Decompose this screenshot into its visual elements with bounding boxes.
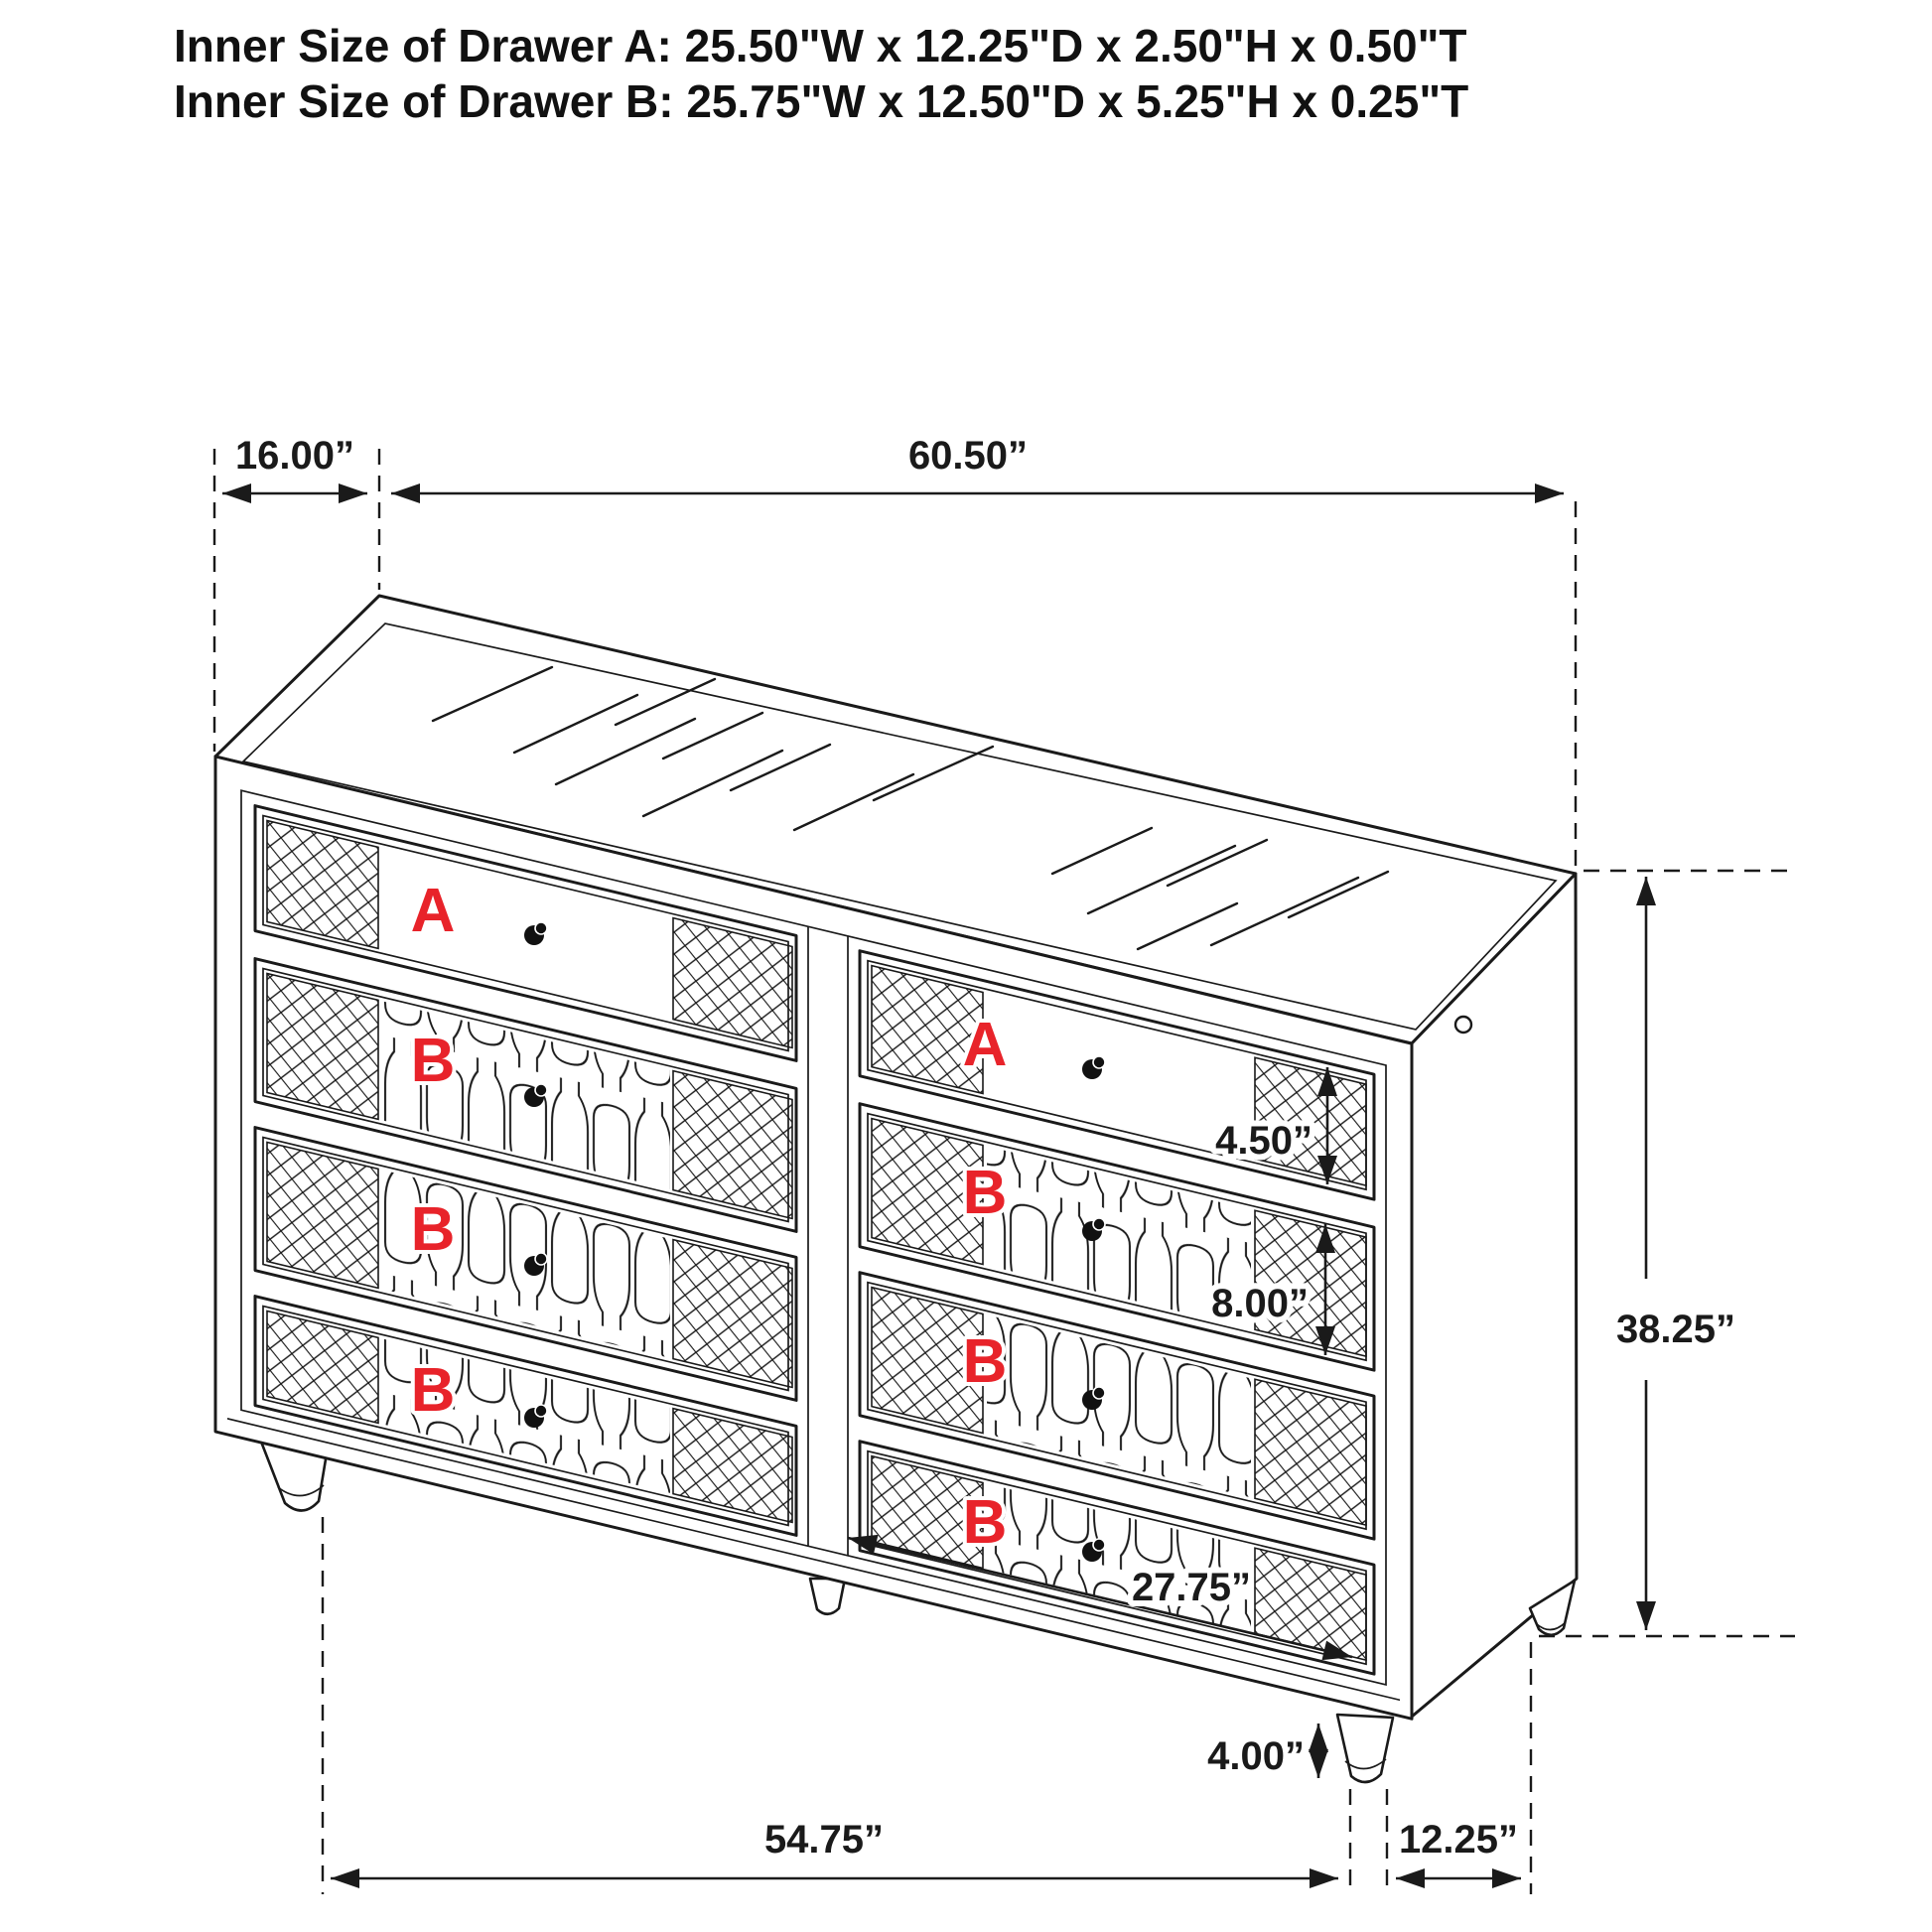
dimension-label-drawer-width: 27.75” [1131, 1566, 1252, 1609]
drawer-letter-left-b3: B [410, 1356, 456, 1425]
title-line-1: Inner Size of Drawer A: 25.50"W x 12.25"D x 2.50"H x 0.50"T [174, 20, 1467, 71]
front-right-leg [1337, 1715, 1393, 1782]
dimension-front-leg-span [331, 1818, 1338, 1878]
side-panel-peg-hole [1455, 1017, 1471, 1033]
drawer-letter-left-b2: B [410, 1195, 456, 1264]
dimension-label-drawer-a-height: 4.50” [1215, 1119, 1312, 1163]
dimension-top-depth [222, 434, 367, 493]
dimension-leg-height [1207, 1724, 1318, 1778]
dimension-label-top-depth: 16.00” [234, 434, 355, 478]
dimension-side-depth [1396, 1818, 1521, 1878]
dimension-label-side-depth: 12.25” [1398, 1818, 1519, 1862]
drawer-letter-right-a: A [962, 1011, 1008, 1079]
drawer-letter-right-b1: B [962, 1159, 1008, 1227]
drawer-letter-left-b1: B [410, 1027, 456, 1095]
title-block [174, 20, 1468, 127]
dimension-label-overall-height: 38.25” [1615, 1308, 1736, 1351]
drawer-letter-left-a: A [410, 877, 456, 945]
dresser-figure [215, 596, 1577, 1782]
dimension-label-top-width: 60.50” [907, 434, 1029, 478]
dimension-label-front-leg-span: 54.75” [763, 1818, 885, 1862]
title-line-2: Inner Size of Drawer B: 25.75"W x 12.50"D x 5.25"H x 0.25"T [174, 75, 1469, 127]
middle-leg [810, 1579, 845, 1614]
dimension-label-leg-height: 4.00” [1207, 1734, 1305, 1778]
drawer-letter-right-b2: B [962, 1327, 1008, 1396]
drawer-letter-right-b3: B [962, 1488, 1008, 1557]
dimension-label-drawer-b-height: 8.00” [1211, 1282, 1309, 1325]
dimension-top-width [391, 434, 1564, 493]
